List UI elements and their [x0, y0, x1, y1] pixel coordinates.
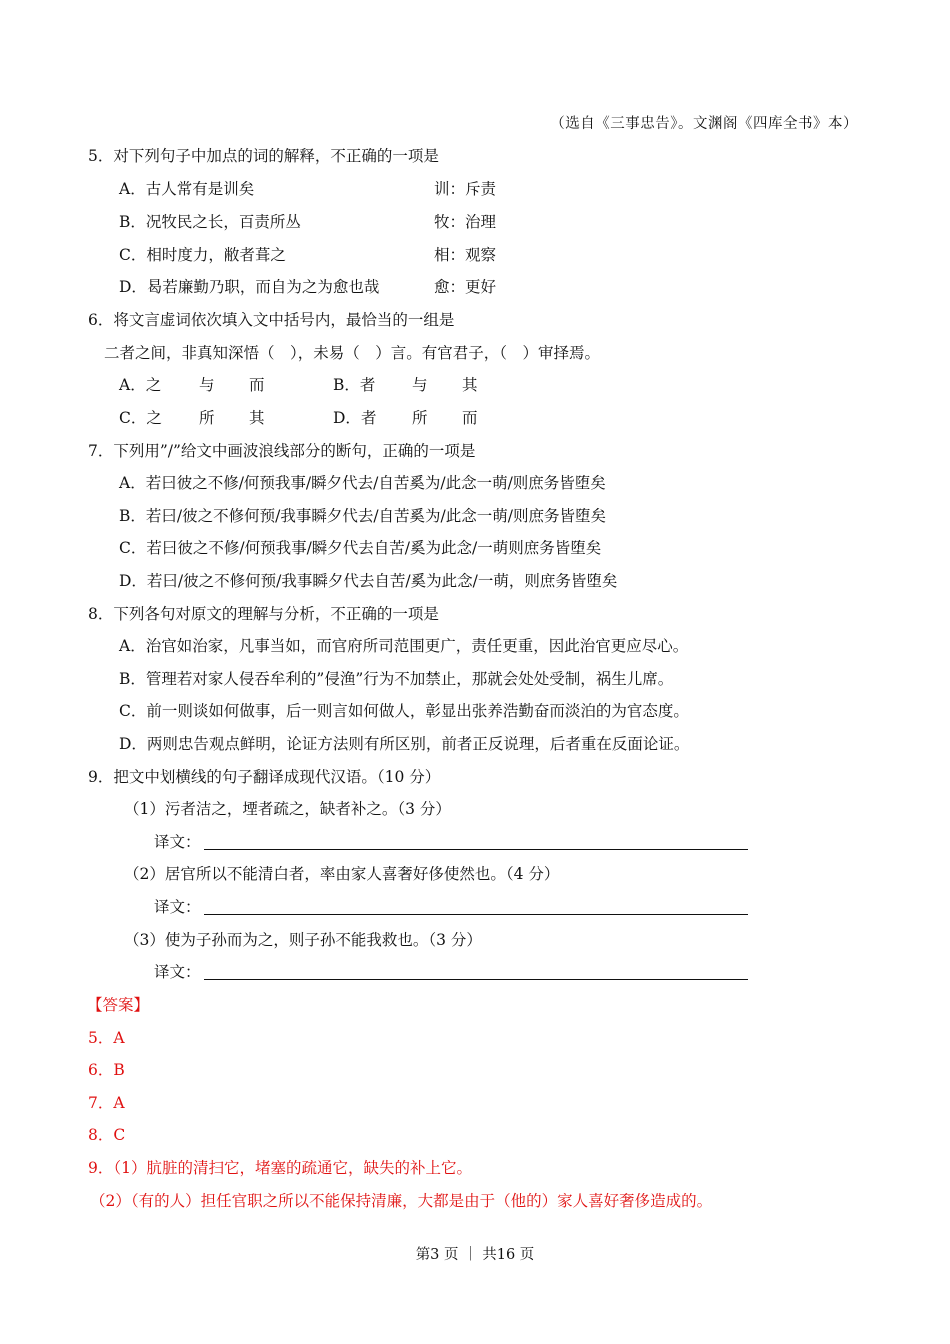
- q6-option-c-word-2: 所: [199, 409, 215, 427]
- q7-option-a: A．若曰彼之不修/何预我事/瞬夕代去/自苦奚为/此念一萌/则庶务皆堕矣: [119, 474, 606, 492]
- q6-option-a-word-1: 之: [145, 376, 162, 394]
- q9-item-2-answer-label: 译文：: [154, 898, 201, 916]
- q6-option-a-word-3: 而: [249, 376, 265, 394]
- q5-option-c-gloss: 相：观察: [434, 246, 497, 264]
- q5-option-d: D．曷若廉勤乃职，而自为之为愈也哉: [119, 278, 380, 296]
- q6-option-b-label: B．: [333, 376, 360, 394]
- q9-item-2-answer-line[interactable]: [204, 914, 748, 915]
- q6-option-d-word-2: 所: [412, 409, 428, 427]
- q6-option-a: [119, 374, 161, 396]
- q6-option-a-word-2: 与: [199, 376, 215, 394]
- answer-line-5: 5．A: [88, 1029, 125, 1047]
- q9-item-1-answer-label: 译文：: [154, 833, 201, 851]
- answer-header: 【答案】: [87, 996, 150, 1014]
- q9-item-1: （1）污者洁之，堙者疏之，缺者补之。（3 分）: [124, 800, 451, 818]
- question-9-stem: 9．把文中划横线的句子翻译成现代汉语。（10 分）: [88, 768, 441, 786]
- q9-item-1-answer-line[interactable]: [204, 849, 748, 850]
- q8-option-a: A．治官如治家，凡事当如，而官府所司范围更广，责任更重，因此治官更应尽心。: [119, 637, 689, 655]
- q5-option-a-gloss: 训：斥责: [434, 180, 497, 198]
- q6-option-c: [119, 407, 162, 429]
- answer-line-6: 6．B: [88, 1061, 125, 1079]
- answer-line-9-2: （2）（有的人）担任官职之所以不能保持清廉，大都是由于（他的）家人喜好奢侈造成的。: [90, 1192, 713, 1210]
- q6-option-d-label: D．: [333, 409, 361, 427]
- q5-option-b: B．况牧民之长，百责所丛: [119, 213, 301, 231]
- q6-option-d: [333, 407, 376, 429]
- q6-option-b: [333, 374, 375, 396]
- q9-item-2: （2）居官所以不能清白者，率由家人喜奢好侈使然也。（4 分）: [124, 865, 560, 883]
- question-5-stem: 5．对下列句子中加点的词的解释，不正确的一项是: [88, 147, 439, 165]
- q7-option-c: C．若曰彼之不修/何预我事/瞬夕代去自苦/奚为此念/一萌则庶务皆堕矣: [119, 539, 602, 557]
- q6-option-a-label: A．: [119, 376, 146, 394]
- q8-option-b: B．管理若对家人侵吞牟利的”侵渔”行为不加禁止，那就会处处受制，祸生儿席。: [119, 670, 674, 688]
- q5-option-c: C．相时度力，敝者葺之: [119, 246, 286, 264]
- question-6-stem: 6．将文言虚词依次填入文中括号内，最恰当的一组是: [88, 311, 455, 329]
- answer-line-8: 8．C: [88, 1126, 126, 1144]
- question-8-stem: 8．下列各句对原文的理解与分析，不正确的一项是: [88, 605, 439, 623]
- q9-item-3-answer-label: 译文：: [154, 963, 201, 981]
- question-7-stem: 7．下列用”/”给文中画波浪线部分的断句，正确的一项是: [88, 442, 476, 460]
- q6-option-c-word-1: 之: [146, 409, 162, 427]
- q8-option-d: D．两则忠告观点鲜明，论证方法则有所区别，前者正反说理，后者重在反面论证。: [119, 735, 690, 753]
- q6-option-b-word-3: 其: [462, 376, 478, 394]
- q6-option-d-word-3: 而: [462, 409, 478, 427]
- q6-option-c-word-3: 其: [249, 409, 265, 427]
- answer-line-9-1: 9．（1）肮脏的清扫它，堵塞的疏通它，缺失的补上它。: [88, 1159, 472, 1177]
- q8-option-c: C．前一则谈如何做事，后一则言如何做人，彰显出张养浩勤奋而淡泊的为官态度。: [119, 702, 689, 720]
- q7-option-d: D．若曰/彼之不修何预/我事瞬夕代去自苦/奚为此念/一萌，则庶务皆堕矣: [119, 572, 618, 590]
- q9-item-3-answer-line[interactable]: [204, 979, 748, 980]
- q6-sentence: 二者之间，非真知深悟（ ），未易（ ）言。有官君子，（ ）审择焉。: [104, 344, 601, 362]
- q7-option-b: B．若曰/彼之不修何预/我事瞬夕代去/自苦奚为/此念一萌/则庶务皆堕矣: [119, 507, 607, 525]
- answer-line-7: 7．A: [88, 1094, 125, 1112]
- q6-option-d-word-1: 者: [360, 409, 377, 427]
- q5-option-a: [119, 178, 254, 200]
- q5-option-d-gloss: 愈：更好: [434, 278, 497, 296]
- q9-item-3: （3）使为子孙而为之，则子孙不能我救也。（3 分）: [124, 931, 482, 949]
- source-attribution: （选自《三事忠告》。文渊阁《四库全书》本）: [550, 116, 858, 132]
- q6-option-b-word-1: 者: [359, 376, 376, 394]
- q6-option-c-label: C．: [119, 409, 147, 427]
- q5-option-b-gloss: 牧：治理: [434, 213, 497, 231]
- q6-option-b-word-2: 与: [412, 376, 428, 394]
- q5-option-a-text: A．古人常有是训矣: [119, 180, 255, 198]
- page-footer: 第3 页 ｜ 共16 页: [415, 1247, 535, 1263]
